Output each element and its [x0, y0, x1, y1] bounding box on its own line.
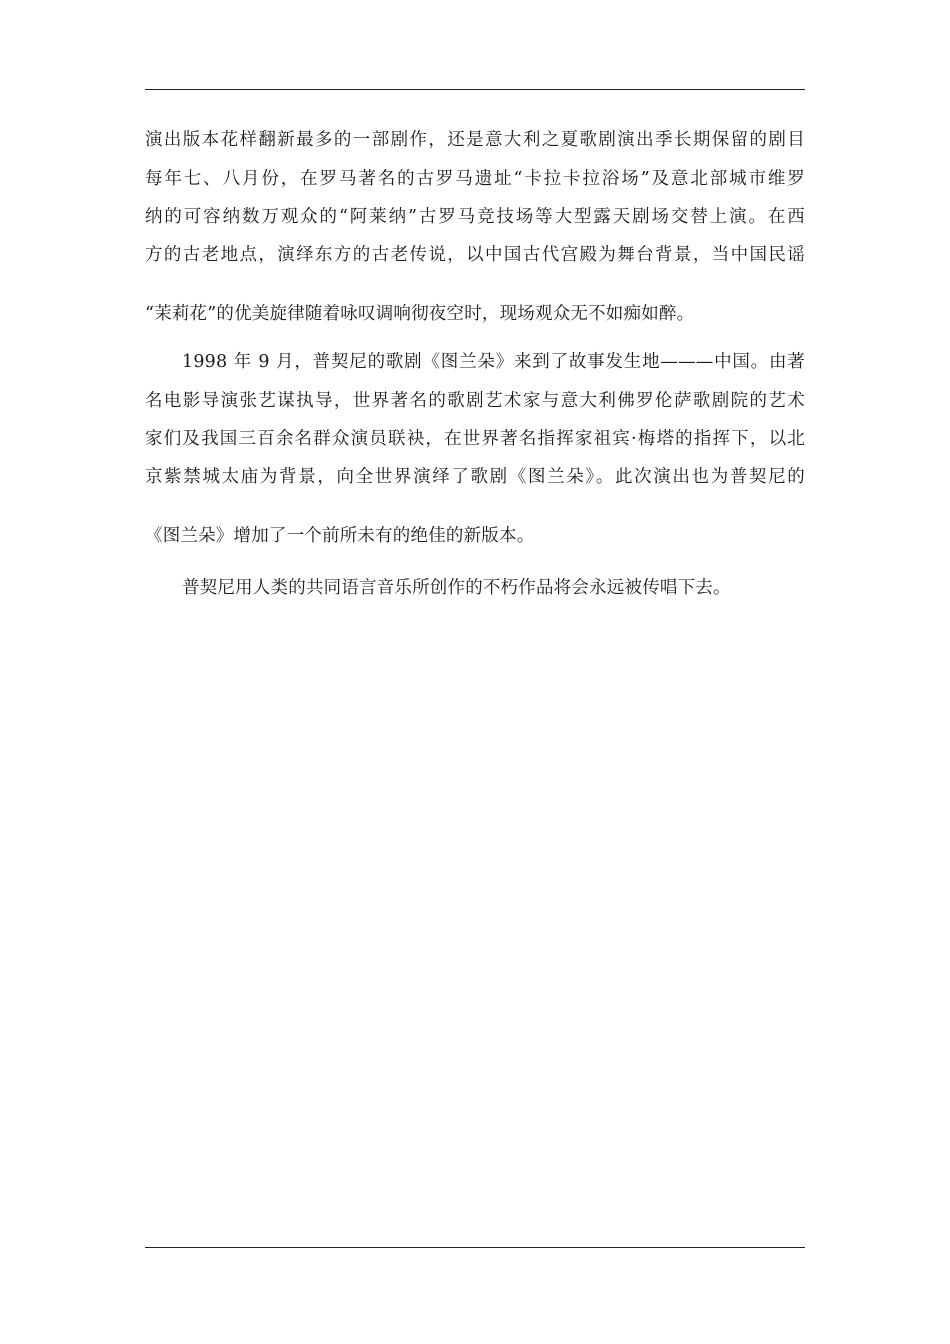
paragraph-line: 纳的可容纳数万观众的“阿莱纳”古罗马竞技场等大型露天剧场交替上演。在西 — [145, 207, 805, 227]
paragraph-line: 方的古老地点，演绎东方的古老传说，以中国古代宫殿为舞台背景，当中国民谣 — [145, 245, 805, 265]
paragraph-line: “茉莉花”的优美旋律随着咏叹调响彻夜空时，现场观众无不如痴如醉。 — [145, 304, 695, 324]
paragraph-line: 每年七、八月份，在罗马著名的古罗马遗址“卡拉卡拉浴场”及意北部城市维罗 — [145, 169, 805, 189]
paragraph-line: 名电影导演张艺谋执导，世界著名的歌剧艺术家与意大利佛罗伦萨歌剧院的艺术 — [145, 391, 805, 411]
paragraph-line: 京紫禁城太庙为背景，向全世界演绎了歌剧《图兰朵》。此次演出也为普契尼的 — [145, 467, 805, 487]
paragraph-line: 普契尼用人类的共同语言音乐所创作的不朽作品将会永远被传唱下去。 — [182, 578, 731, 598]
footer-rule — [145, 1247, 805, 1248]
header-rule — [145, 89, 805, 90]
paragraph-line: 演出版本花样翻新最多的一部剧作，还是意大利之夏歌剧演出季长期保留的剧目 — [145, 130, 805, 150]
paragraph-line: 1998 年 9 月，普契尼的歌剧《图兰朵》来到了故事发生地———中国。由著 — [182, 352, 805, 372]
paragraph-line: 家们及我国三百余名群众演员联袂，在世界著名指挥家祖宾·梅塔的指挥下，以北 — [145, 429, 805, 449]
paragraph-line: 《图兰朵》增加了一个前所未有的绝佳的新版本。 — [145, 526, 535, 546]
